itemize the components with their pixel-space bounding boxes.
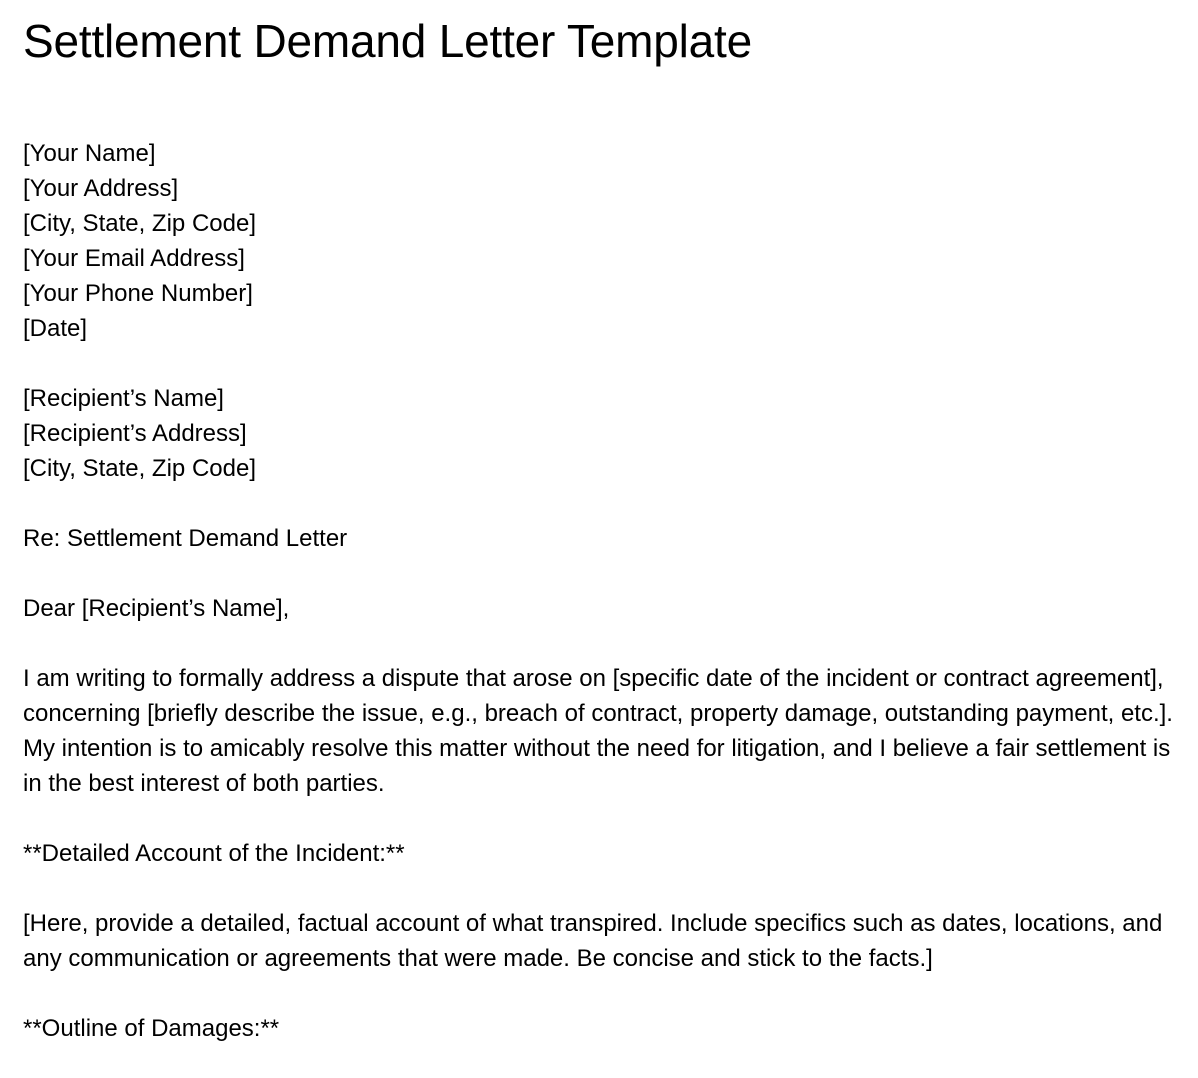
recipient-address: [Recipient’s Address] [23,420,247,447]
subject-line: Re: Settlement Demand Letter [23,525,348,552]
sender-city-state-zip: [City, State, Zip Code] [23,210,256,237]
sender-email: [Your Email Address] [23,245,245,272]
spacer [23,801,1178,836]
intro-paragraph: I am writing to formally address a dispute that arose on [specific date of the incident or contract agreement], concerning [briefly describe the issue, e.g., breach of contract, property damage, outstanding payment, etc.]. My intention is to amicably resolve this matter without the need for litigation, and I believe a fair settlement is in the best interest of both parties. [23,665,1173,797]
spacer [23,976,1178,1011]
incident-paragraph: [Here, provide a detailed, factual account of what transpired. Include specifics such as dates, locations, and any communication or agreements that were made. Be concise and stick to the facts.] [23,910,1163,972]
spacer [23,626,1178,661]
sender-name: [Your Name] [23,140,156,167]
incident-heading: **Detailed Account of the Incident:** [23,840,405,867]
recipient-city-state-zip: [City, State, Zip Code] [23,455,256,482]
sender-phone: [Your Phone Number] [23,280,253,307]
spacer [23,486,1178,521]
letter-document [23,0,1178,1046]
salutation: Dear [Recipient’s Name], [23,595,290,622]
spacer [23,871,1178,906]
recipient-block [23,381,1178,486]
sender-address: [Your Address] [23,175,179,202]
damages-heading: **Outline of Damages:** [23,1015,280,1042]
spacer [23,346,1178,381]
letter-date: [Date] [23,315,88,342]
spacer [23,556,1178,591]
letter-body [23,136,1178,1046]
sender-block [23,136,1178,346]
document-title: Settlement Demand Letter Template [23,15,752,67]
recipient-name: [Recipient’s Name] [23,385,224,412]
